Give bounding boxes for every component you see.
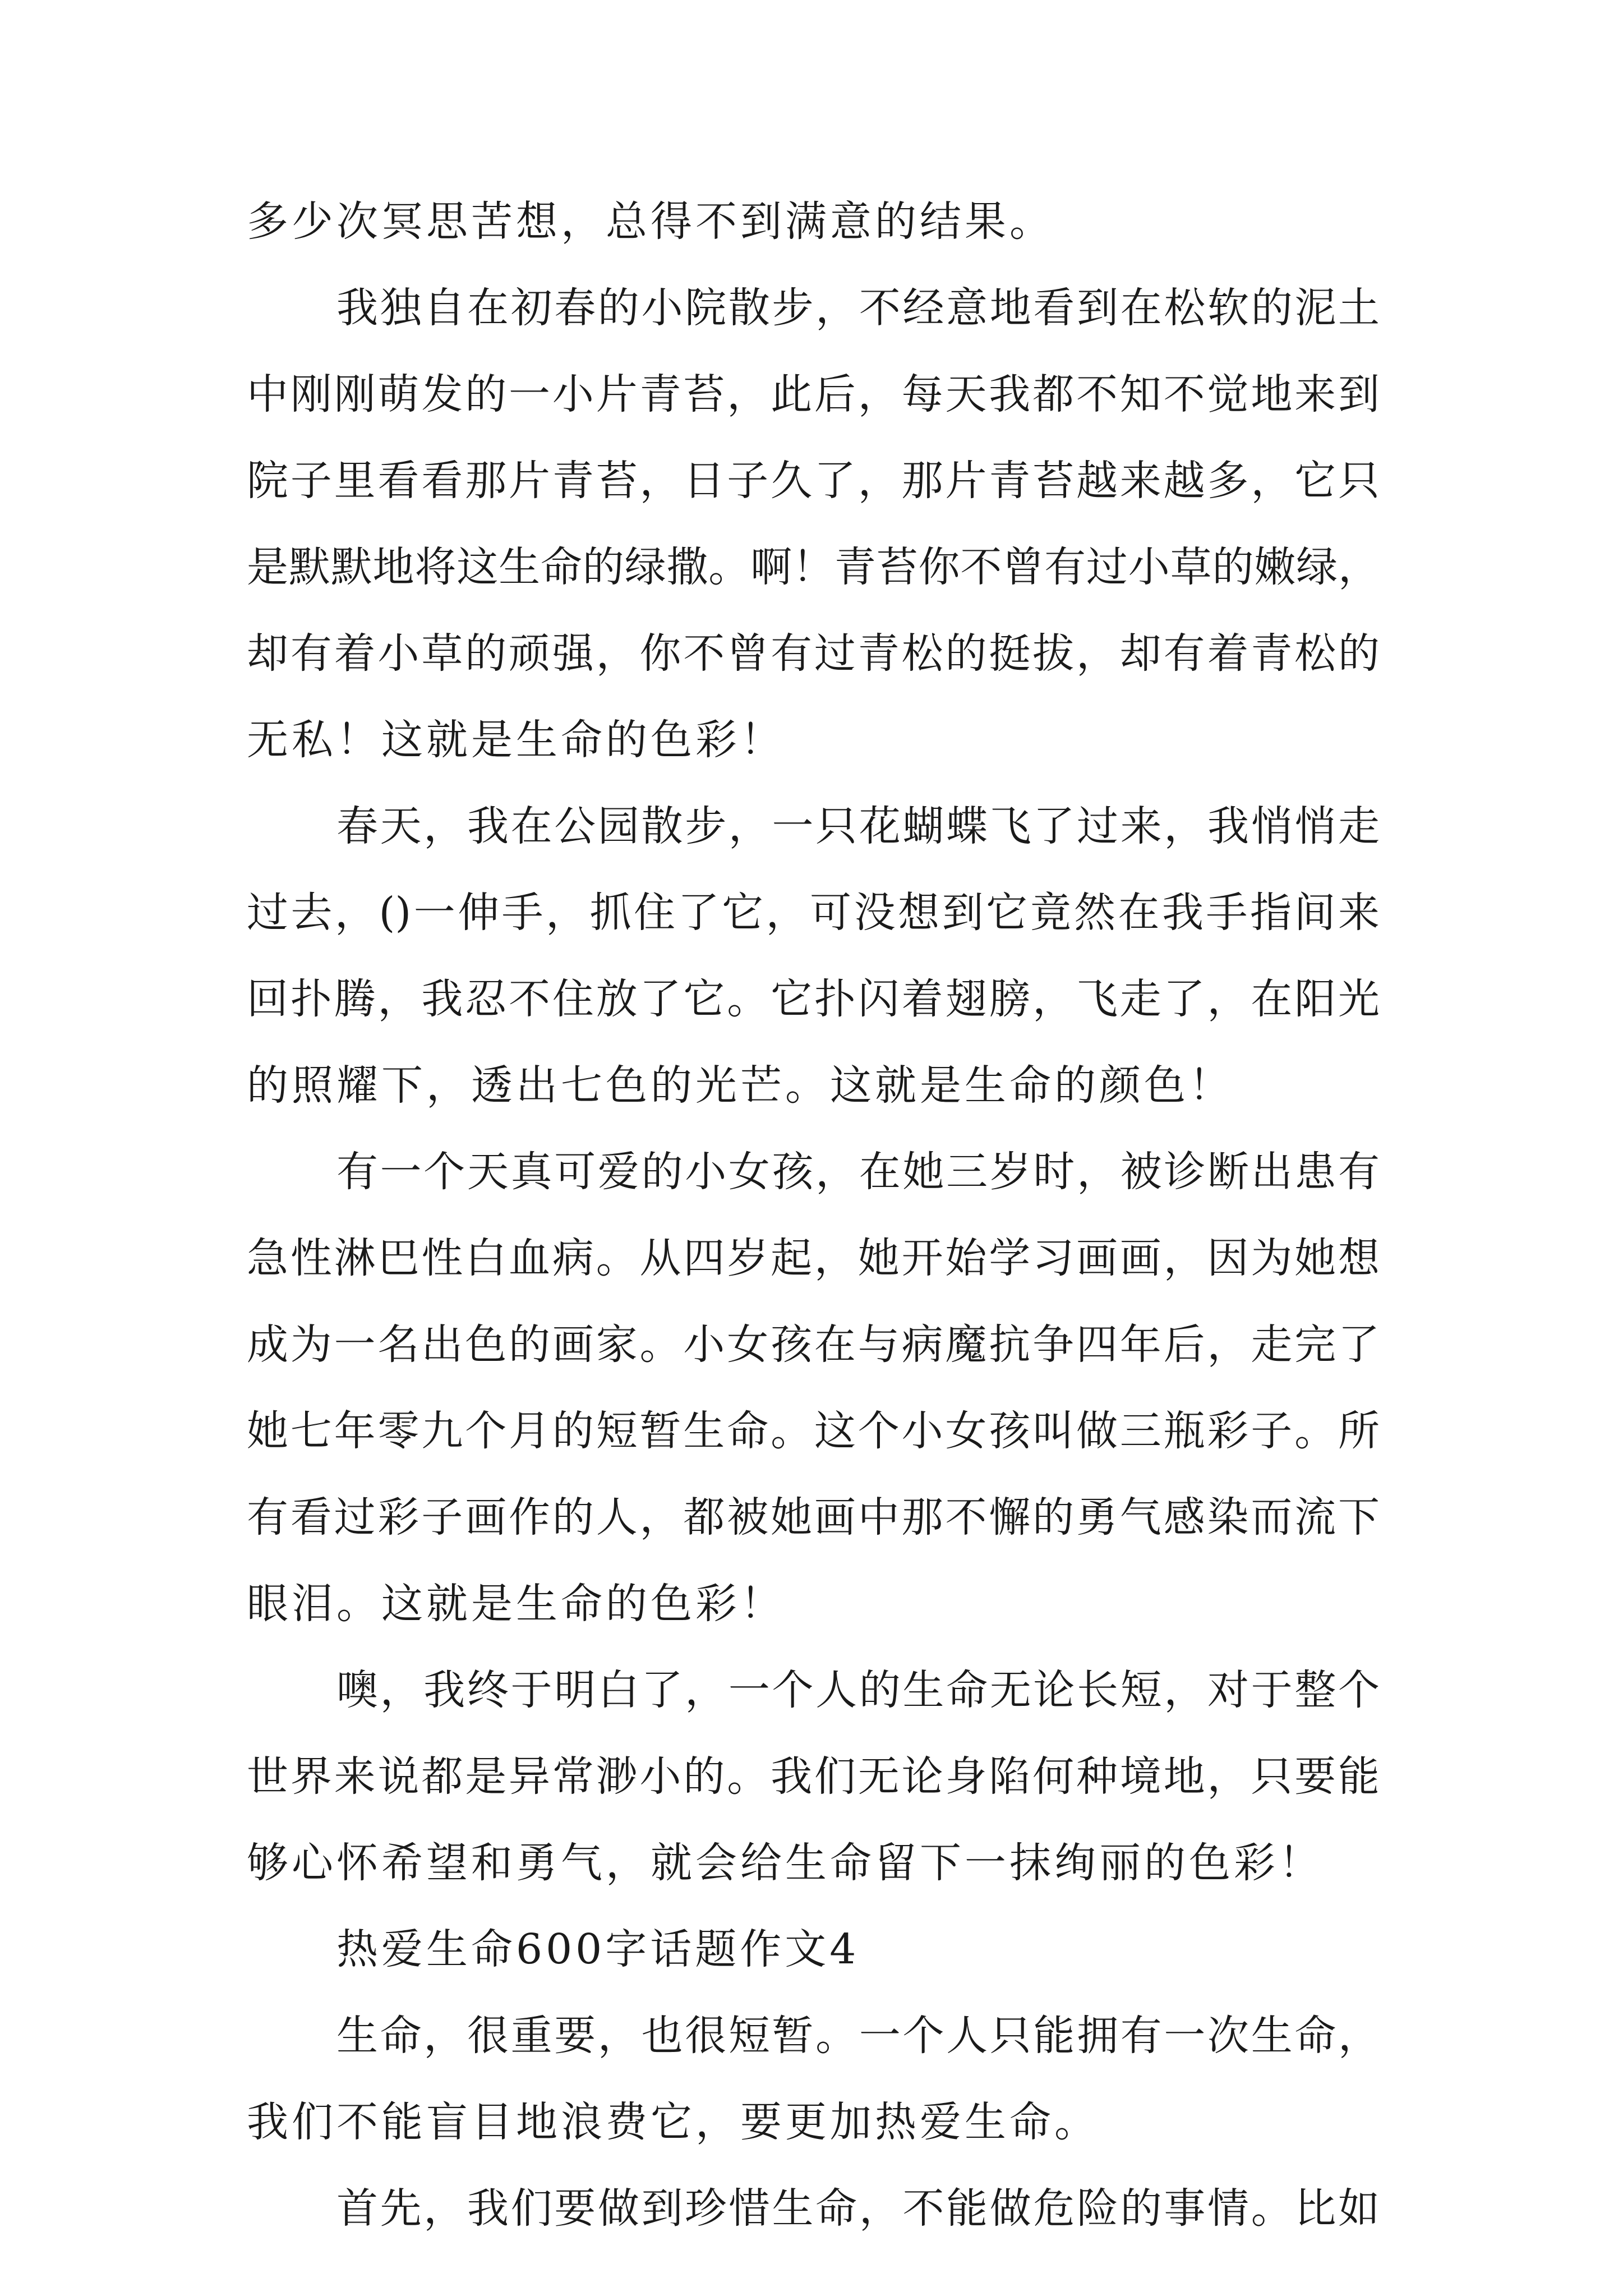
text-line: 她七年零九个月的短暂生命。这个小女孩叫做三瓶彩子。所	[247, 1407, 1380, 1455]
paragraph-first-line: 噢，我终于明白了，一个人的生命无论长短，对于整个	[336, 1666, 1380, 1714]
text-line: 回扑腾，我忍不住放了它。它扑闪着翅膀，飞走了，在阳光	[247, 975, 1380, 1023]
text-line: 眼泪。这就是生命的色彩！	[247, 1580, 785, 1628]
text-line: 我们不能盲目地浪费它，要更加热爱生命。	[247, 2098, 1099, 2146]
text-line: 够心怀希望和勇气，就会给生命留下一抹绚丽的色彩！	[247, 1839, 1324, 1887]
text-line: 无私！这就是生命的色彩！	[247, 716, 785, 764]
text-line: 急性淋巴性白血病。从四岁起，她开始学习画画，因为她想	[247, 1234, 1380, 1282]
paragraph-first-line: 首先，我们要做到珍惜生命，不能做危险的事情。比如	[336, 2184, 1380, 2233]
text-line: 却有着小草的顽强，你不曾有过青松的挺拔，却有着青松的	[247, 629, 1380, 678]
text-line: 成为一名出色的画家。小女孩在与病魔抗争四年后，走完了	[247, 1320, 1380, 1369]
text-line: 过去，()一伸手，抓住了它，可没想到它竟然在我手指间来	[247, 889, 1380, 937]
paragraph-first-line: 春天，我在公园散步，一只花蝴蝶飞了过来，我悄悄走	[336, 802, 1380, 850]
text-line: 中刚刚萌发的一小片青苔，此后，每天我都不知不觉地来到	[247, 370, 1380, 418]
text-line: 多少次冥思苦想，总得不到满意的结果。	[247, 197, 1054, 246]
paragraph-first-line: 我独自在初春的小院散步，不经意地看到在松软的泥土	[336, 284, 1380, 332]
paragraph-first-line: 生命，很重要，也很短暂。一个人只能拥有一次生命，	[336, 2012, 1380, 2060]
essay-title: 热爱生命600字话题作文4	[336, 1925, 860, 1973]
paragraph-first-line: 有一个天真可爱的小女孩，在她三岁时，被诊断出患有	[336, 1148, 1380, 1196]
text-line: 院子里看看那片青苔，日子久了，那片青苔越来越多，它只	[247, 457, 1380, 505]
text-line: 世界来说都是异常渺小的。我们无论身陷何种境地，只要能	[247, 1752, 1380, 1801]
text-line: 的照耀下，透出七色的光芒。这就是生命的颜色！	[247, 1061, 1234, 1110]
text-line: 是默默地将这生命的绿撒。啊！青苔你不曾有过小草的嫩绿，	[247, 543, 1380, 591]
text-line: 有看过彩子画作的人，都被她画中那不懈的勇气感染而流下	[247, 1493, 1380, 1542]
